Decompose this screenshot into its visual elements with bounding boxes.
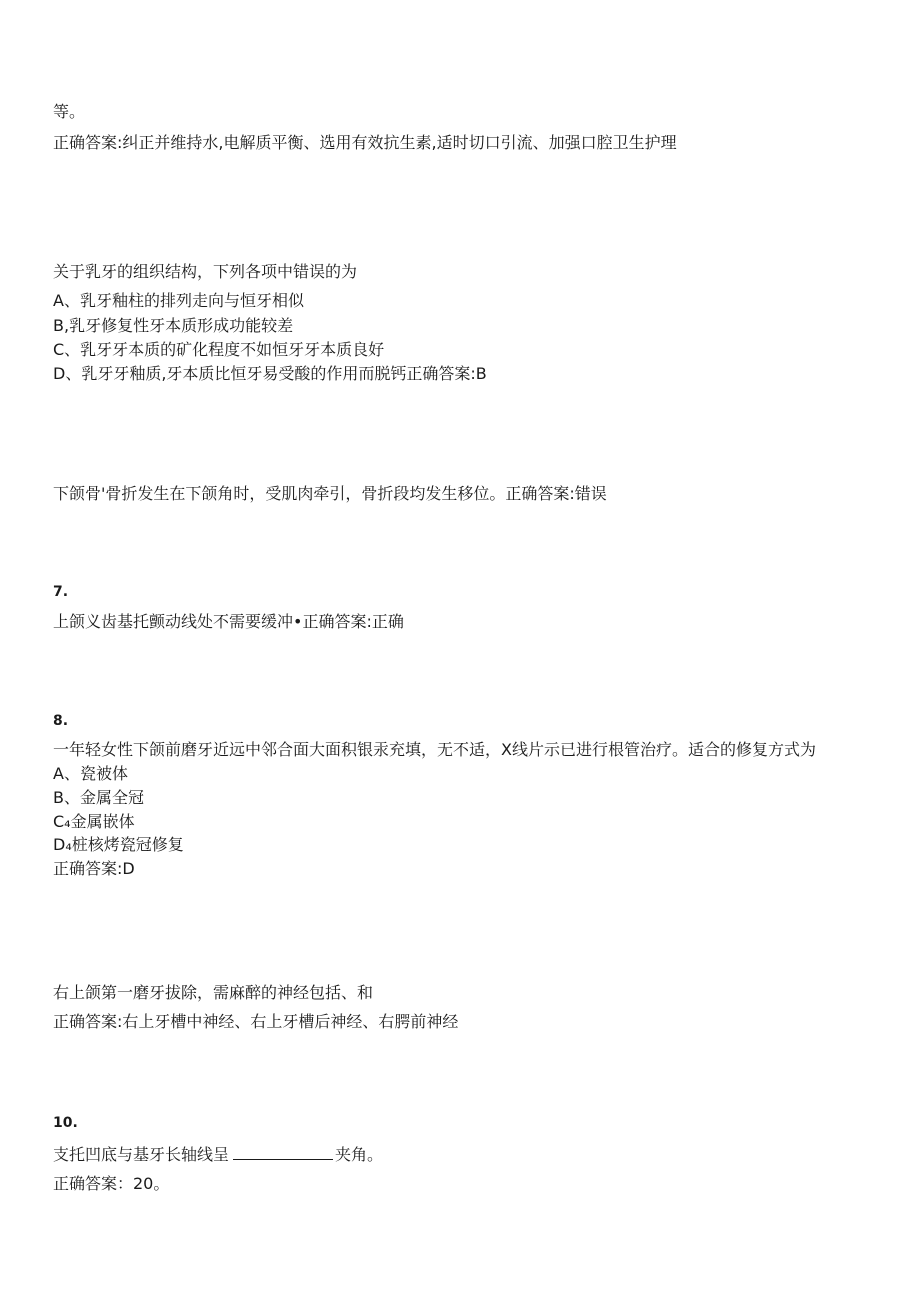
- question-8-stem: 一年轻女性下颌前磨牙近远中邻合面大面积银汞充填，无不适，X线片示已进行根管治疗。适合的修复方式为: [53, 740, 816, 759]
- question-10-stem-after: 夹角。: [335, 1145, 384, 1164]
- question-10-stem: [53, 1145, 383, 1165]
- question-8-option-b: B、金属全冠: [53, 788, 144, 807]
- question-8-answer: 正确答案:D: [53, 859, 135, 878]
- question-6-option-c: C、乳牙牙本质的矿化程度不如恒牙牙本质良好: [53, 340, 385, 359]
- question-7-text: 上颌义齿基托颤动线处不需要缓冲•正确答案:正确: [53, 612, 404, 631]
- question-8-option-a: A、瓷被体: [53, 764, 128, 783]
- question-5-tail-text: 等。: [53, 102, 86, 121]
- question-5-answer: 正确答案:纠正并维持水,电解质平衡、选用有效抗生素,适时切口引流、加强口腔卫生护理: [53, 133, 677, 152]
- question-8-option-d: D₄桩核烤瓷冠修复: [53, 835, 184, 854]
- question-10-number: 10.: [53, 1115, 78, 1131]
- question-9-answer: 正确答案:右上牙槽中神经、右上牙槽后神经、右腭前神经: [53, 1012, 459, 1031]
- question-6-stem: 关于乳牙的组织结构，下列各项中错误的为: [53, 262, 358, 281]
- question-9-stem: 右上颌第一磨牙拔除，需麻醉的神经包括、和: [53, 983, 374, 1002]
- question-10-stem-before: 支托凹底与基牙长轴线呈: [53, 1145, 230, 1164]
- fill-in-blank: [233, 1145, 333, 1160]
- question-8-option-c: C₄金属嵌体: [53, 812, 135, 831]
- question-10-answer: 正确答案：20。: [53, 1174, 170, 1193]
- question-8-number: 8.: [53, 713, 69, 729]
- question-6-option-b: B,乳牙修复性牙本质形成功能较差: [53, 316, 294, 335]
- question-mandible-text: 下颌骨'骨折发生在下颌角时，受肌肉牵引，骨折段均发生移位。正确答案:错误: [53, 484, 607, 503]
- question-6-option-a: A、乳牙釉柱的排列走向与恒牙相似: [53, 291, 304, 310]
- question-7-number: 7.: [53, 584, 69, 600]
- question-6-option-d: D、乳牙牙釉质,牙本质比恒牙易受酸的作用而脱钙正确答案:B: [53, 364, 487, 383]
